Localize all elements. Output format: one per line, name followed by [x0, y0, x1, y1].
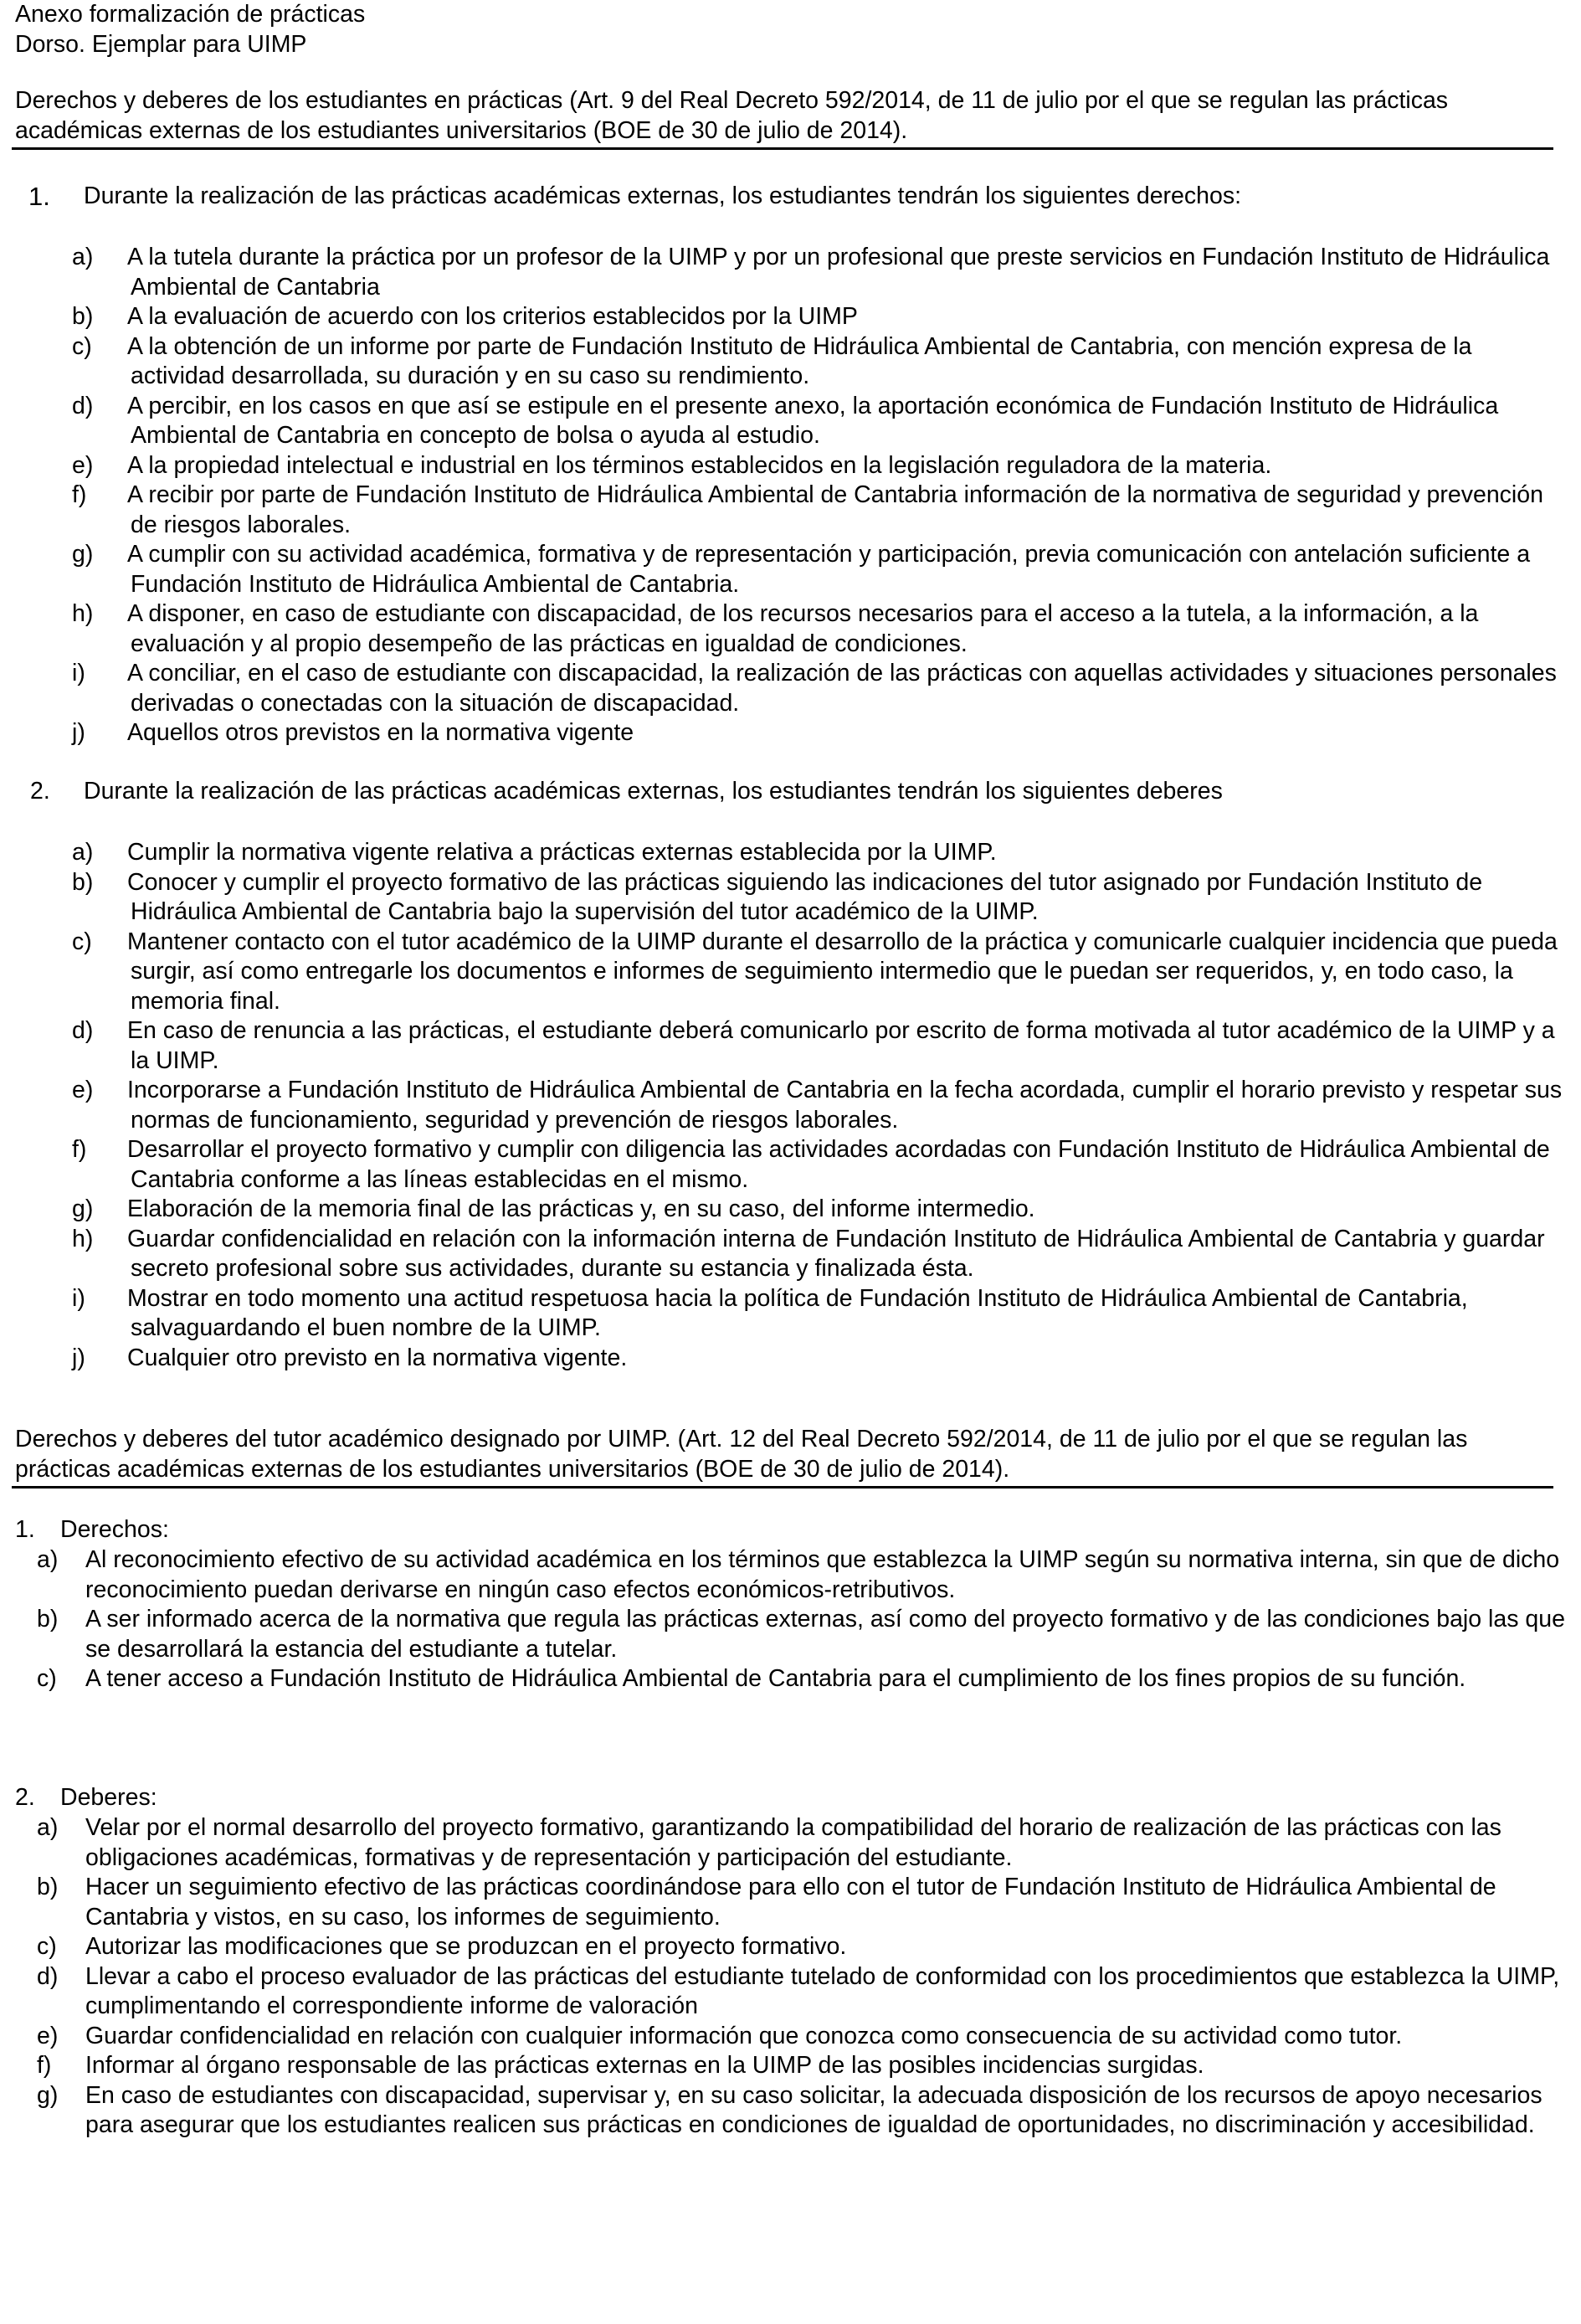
list-item-letter: a) [37, 1814, 59, 1841]
tutor-duties-heading-text: Deberes: [60, 1784, 157, 1811]
list-item-letter: d) [72, 392, 94, 419]
list-item-text: Al reconocimiento efectivo de su actividad académica en los términos que establezca la UIMP según su normativa interna, sin que de dicho reconocimiento puedan derivarse en ningún caso efectos económicos-retributivos. [85, 1546, 1560, 1603]
list-item-letter: b) [72, 303, 94, 330]
list-item [12, 718, 1563, 748]
list-item [12, 838, 1563, 868]
list-item-letter: g) [72, 541, 94, 568]
list-item [12, 1873, 1567, 1932]
tutor-rights-number: 1. [15, 1516, 35, 1543]
list-item-letter: e) [72, 451, 94, 479]
header-title: Anexo formalización de prácticas [15, 1, 366, 28]
list-item-text: A percibir, en los casos en que así se estipule en el presente anexo, la aportación económica de Fundación Instituto de Hidráulica Ambiental de Cantabria en concepto de bolsa o ayuda al estudio. [127, 392, 1499, 449]
list-item-text: Conocer y cumplir el proyecto formativo de las prácticas siguiendo las indicaciones del tutor asignado por Fundación Instituto de Hidráulica Ambiental de Cantabria bajo la supervisión del tutor académico de la UIMP. [127, 868, 1483, 925]
list-item-letter: h) [72, 1225, 94, 1252]
students-section-title: Derechos y deberes de los estudiantes en prácticas (Art. 9 del Real Decreto 592/2014, de 11 de julio por el que se regulan las prácticas académicas externas de los estudiantes universitarios (BOE de 30 de julio de 2014). [12, 86, 1553, 150]
tutor-rights-heading-text: Derechos: [60, 1516, 169, 1543]
list-item-letter: e) [72, 1077, 94, 1103]
students-rights-list [12, 243, 1570, 748]
list-item-letter: b) [72, 868, 94, 896]
list-item-letter: c) [37, 1665, 57, 1692]
list-item-letter: g) [37, 2081, 59, 2109]
list-item-text: Hacer un seguimiento efectivo de las prácticas coordinándose para ello con el tutor de Fundación Instituto de Hidráulica Ambiental de Cantabria y vistos, en su caso, los informes de seguimiento. [85, 1874, 1496, 1931]
list-item-letter: h) [72, 600, 94, 627]
students-rights-number: 1. [28, 182, 50, 211]
students-rights-heading [12, 182, 1570, 212]
list-item-text: Autorizar las modificaciones que se produzcan en el proyecto formativo. [85, 1933, 847, 1960]
list-item-letter: g) [72, 1195, 94, 1222]
list-item [12, 599, 1563, 659]
list-item-text: Informar al órgano responsable de las prácticas externas en la UIMP de las posibles incidencias surgidas. [85, 2052, 1204, 2079]
list-item-text: A la tutela durante la práctica por un profesor de la UIMP y por un profesional que preste servicios en Fundación Instituto de Hidráulica Ambiental de Cantabria [127, 244, 1550, 301]
list-item-text: A tener acceso a Fundación Instituto de Hidráulica Ambiental de Cantabria para el cumplimiento de los fines propios de su función. [85, 1665, 1466, 1692]
list-item-text: Mantener contacto con el tutor académico de la UIMP durante el desarrollo de la práctica y comunicarle cualquier incidencia que pueda surgir, así como entregarle los documentos e informes de seguimiento intermedio que le puedan ser requeridos, y, en todo caso, la memoria final. [127, 928, 1558, 1015]
tutor-duties [12, 1783, 1570, 1813]
tutor-duties-heading [12, 1783, 1570, 1813]
list-item [12, 1225, 1563, 1284]
list-item [12, 1605, 1567, 1664]
list-item-text: En caso de renuncia a las prácticas, el estudiante deberá comunicarlo por escrito de forma motivada al tutor académico de la UIMP y a la UIMP. [127, 1017, 1555, 1074]
tutor-section-title: Derechos y deberes del tutor académico designado por UIMP. (Art. 12 del Real Decreto 592/2014, de 11 de julio por el que se regulan las prácticas académicas externas de los estudiantes universitarios (BOE de 30 de julio de 2014). [12, 1425, 1553, 1488]
list-item [12, 1284, 1563, 1344]
list-item-text: Guardar confidencialidad en relación con la información interna de Fundación Instituto de Hidráulica Ambiental de Cantabria y guardar secreto profesional sobre sus actividades, durante su estancia y finalizada ésta. [127, 1225, 1545, 1282]
list-item-letter: a) [72, 839, 94, 866]
list-item [12, 928, 1563, 1017]
list-item-letter: i) [72, 660, 85, 686]
list-item [12, 2081, 1567, 2141]
list-item-letter: j) [72, 719, 85, 746]
students-duties-heading [12, 777, 1570, 807]
list-item-letter: f) [72, 1136, 87, 1163]
list-item [12, 1016, 1563, 1076]
students-duties-list [12, 838, 1570, 1373]
list-item-letter: j) [72, 1344, 85, 1371]
list-item-text: Incorporarse a Fundación Instituto de Hidráulica Ambiental de Cantabria en la fecha acordada, cumplir el horario previsto y respetar sus normas de funcionamiento, seguridad y prevención de riesgos laborales. [127, 1077, 1563, 1134]
list-item-text: Cualquier otro previsto en la normativa vigente. [127, 1344, 628, 1371]
list-item [12, 1664, 1567, 1694]
list-item [12, 1813, 1567, 1873]
list-item-text: A la evaluación de acuerdo con los criterios establecidos por la UIMP [127, 303, 858, 330]
list-item-text: Llevar a cabo el proceso evaluador de las prácticas del estudiante tutelado de conformidad con los procedimientos que establezca la UIMP, cumplimentando el correspondiente informe de valoración [85, 1962, 1560, 2019]
list-item [12, 2051, 1567, 2081]
list-item-text: Guardar confidencialidad en relación con cualquier información que conozca como consecuencia de su actividad como tutor. [85, 2022, 1403, 2049]
list-item-letter: a) [37, 1546, 59, 1573]
list-item-text: A la obtención de un informe por parte de Fundación Instituto de Hidráulica Ambiental de Cantabria, con mención expresa de la actividad desarrollada, su duración y en su caso su rendimiento. [127, 332, 1472, 389]
list-item [12, 481, 1563, 540]
list-item-letter: i) [72, 1284, 85, 1312]
list-item-text: A recibir por parte de Fundación Instituto de Hidráulica Ambiental de Cantabria información de la normativa de seguridad y prevención de riesgos laborales. [127, 481, 1543, 538]
list-item-text: A cumplir con su actividad académica, formativa y de representación y participación, previa comunicación con antelación suficiente a Fundación Instituto de Hidráulica Ambiental de Cantabria. [127, 541, 1531, 598]
tutor-rights-heading [12, 1515, 1570, 1545]
list-item [12, 1135, 1563, 1195]
list-item-text: Velar por el normal desarrollo del proyecto formativo, garantizando la compatibilidad del horario de realización de las prácticas con las obligaciones académicas, formativas y de representación y participación del estudiante. [85, 1814, 1501, 1871]
students-section [12, 86, 1570, 150]
list-item-text: Desarrollar el proyecto formativo y cumplir con diligencia las actividades acordadas con Fundación Instituto de Hidráulica Ambiental de Cantabria conforme a las líneas establecidas en el mismo. [127, 1136, 1550, 1193]
list-item-letter: b) [37, 1606, 59, 1632]
list-item-text: A la propiedad intelectual e industrial en los términos establecidos en la legislación reguladora de la materia. [127, 451, 1272, 479]
tutor-section [12, 1425, 1570, 1488]
list-item [12, 451, 1563, 481]
list-item [12, 302, 1563, 332]
list-item [12, 1344, 1563, 1374]
students-rights [12, 182, 1570, 212]
list-item-letter: b) [37, 1874, 59, 1900]
list-item-text: Aquellos otros previstos en la normativa vigente [127, 719, 634, 746]
students-duties-number: 2. [30, 778, 50, 805]
students-duties [12, 777, 1570, 807]
list-item-text: Cumplir la normativa vigente relativa a prácticas externas establecida por la UIMP. [127, 839, 997, 866]
document-header [15, 0, 1563, 59]
list-item-letter: c) [37, 1933, 57, 1960]
tutor-rights-list [12, 1545, 1570, 1694]
list-item [12, 332, 1563, 392]
tutor-rights [12, 1515, 1570, 1545]
list-item-text: Elaboración de la memoria final de las prácticas y, en su caso, del informe intermedio. [127, 1195, 1035, 1222]
list-item [12, 243, 1563, 302]
list-item [12, 868, 1563, 928]
list-item-text: A conciliar, en el caso de estudiante con discapacidad, la realización de las prácticas con aquellas actividades y situaciones personales derivadas o conectadas con la situación de discapacidad. [127, 660, 1557, 717]
list-item-text: A disponer, en caso de estudiante con discapacidad, de los recursos necesarios para el acceso a la tutela, a la información, a la evaluación y al propio desempeño de las prácticas en igualdad de condiciones. [127, 600, 1479, 657]
list-item-text: A ser informado acerca de la normativa que regula las prácticas externas, así como del proyecto formativo y de las condiciones bajo las que se desarrollará la estancia del estudiante a tutelar. [85, 1606, 1565, 1663]
list-item [12, 2022, 1567, 2052]
list-item-letter: c) [72, 928, 92, 955]
students-rights-heading-text: Durante la realización de las prácticas académicas externas, los estudiantes tendrán los siguientes derechos: [84, 183, 1242, 209]
students-duties-heading-text: Durante la realización de las prácticas académicas externas, los estudiantes tendrán los siguientes deberes [84, 778, 1223, 805]
list-item-letter: f) [37, 2052, 52, 2079]
list-item-letter: f) [72, 481, 87, 508]
list-item-letter: c) [72, 332, 92, 360]
tutor-duties-list [12, 1813, 1570, 2141]
list-item-letter: a) [72, 244, 94, 270]
list-item [12, 1545, 1567, 1605]
list-item-letter: d) [37, 1962, 59, 1990]
list-item-text: En caso de estudiantes con discapacidad, supervisar y, en su caso solicitar, la adecuada disposición de los recursos de apoyo necesarios para asegurar que los estudiantes realicen sus prácticas en condiciones de igualdad de oportunidades, no discriminación y accesibilidad. [85, 2081, 1543, 2138]
list-item [12, 1195, 1563, 1225]
list-item [12, 1076, 1563, 1135]
header-subtitle: Dorso. Ejemplar para UIMP [15, 30, 307, 58]
list-item-letter: d) [72, 1017, 94, 1044]
list-item [12, 392, 1563, 451]
list-item-letter: e) [37, 2022, 59, 2049]
list-item [12, 1962, 1567, 2022]
list-item [12, 659, 1563, 718]
list-item [12, 540, 1563, 599]
list-item-text: Mostrar en todo momento una actitud respetuosa hacia la política de Fundación Instituto de Hidráulica Ambiental de Cantabria, salvaguardando el buen nombre de la UIMP. [127, 1284, 1468, 1341]
tutor-duties-number: 2. [15, 1784, 35, 1811]
list-item [12, 1932, 1567, 1962]
